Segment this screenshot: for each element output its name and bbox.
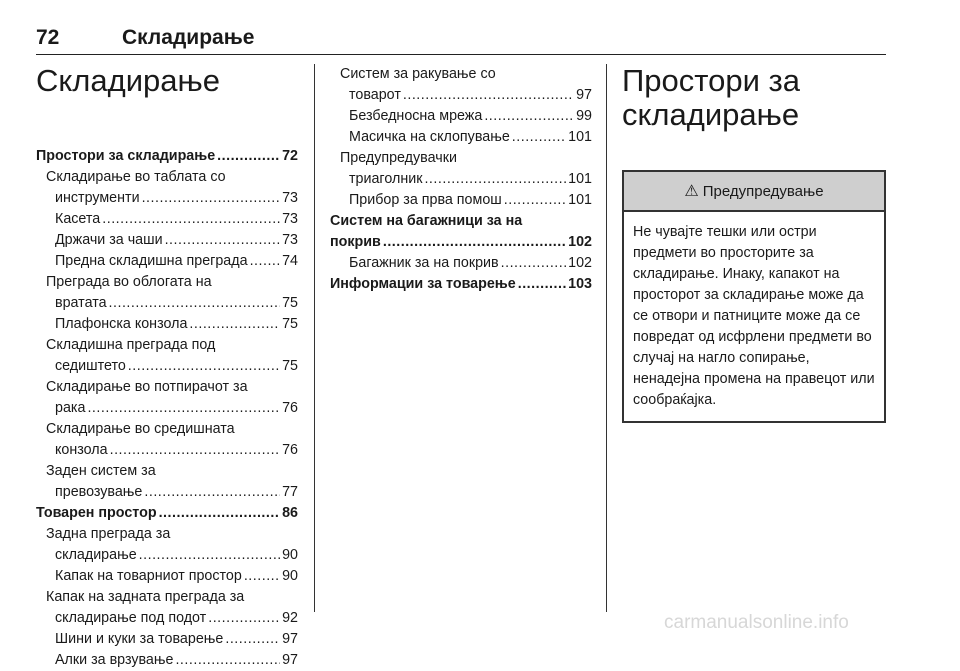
dot-leader bbox=[110, 440, 281, 461]
toc-entry-title-line1: Складирање во средишната bbox=[46, 421, 235, 437]
toc-page-number: 74 bbox=[282, 253, 298, 269]
toc-page-number: 73 bbox=[282, 211, 298, 227]
toc-section-entry[interactable] bbox=[36, 503, 298, 524]
dot-leader bbox=[250, 251, 281, 272]
toc-entry-title: Капак на товарниот простор bbox=[55, 568, 242, 584]
toc-entry-row bbox=[46, 398, 298, 419]
dot-leader bbox=[189, 314, 280, 335]
column-left bbox=[36, 64, 298, 671]
toc-entry-title-line1: Задна преграда за bbox=[46, 526, 171, 542]
toc-entry-title: триаголник bbox=[349, 171, 423, 187]
dot-leader bbox=[403, 85, 574, 106]
dot-leader bbox=[501, 253, 567, 274]
toc-entry-title: Алки за врзување bbox=[55, 652, 174, 668]
toc-entry[interactable] bbox=[36, 524, 298, 566]
dot-leader bbox=[139, 545, 280, 566]
toc-page-number: 75 bbox=[282, 316, 298, 332]
toc-page-number: 75 bbox=[282, 295, 298, 311]
toc-entry-row bbox=[46, 293, 298, 314]
dot-leader bbox=[518, 274, 566, 295]
toc-page-number: 101 bbox=[568, 171, 592, 187]
toc-entry[interactable] bbox=[36, 650, 298, 671]
toc-entry-title: товарот bbox=[349, 87, 401, 103]
toc-entry-row bbox=[46, 251, 298, 272]
toc-entry-title: Масичка на склопување bbox=[349, 129, 510, 145]
toc-page-number: 73 bbox=[282, 190, 298, 206]
toc-entry[interactable] bbox=[330, 148, 592, 190]
toc-entry-title: инструменти bbox=[55, 190, 140, 206]
toc-entry[interactable] bbox=[36, 272, 298, 314]
toc-entry[interactable] bbox=[36, 251, 298, 272]
toc-entry-title-line1: Преграда во облогата на bbox=[46, 274, 212, 290]
toc-entry[interactable] bbox=[36, 461, 298, 503]
toc-entry-title: Шини и куки за товарење bbox=[55, 631, 224, 647]
toc-entry-title: складирање bbox=[55, 547, 137, 563]
toc-entry-row bbox=[46, 608, 298, 629]
toc-entry[interactable] bbox=[330, 253, 592, 274]
toc-page-number: 97 bbox=[282, 631, 298, 647]
toc-entry[interactable] bbox=[36, 230, 298, 251]
toc-page-number: 86 bbox=[282, 505, 298, 521]
toc-section-entry[interactable] bbox=[330, 211, 592, 253]
toc-entry-title-line1: Систем за ракување со bbox=[340, 66, 496, 82]
toc-page-number: 77 bbox=[282, 484, 298, 500]
dot-leader bbox=[383, 232, 566, 253]
toc-section-entry[interactable] bbox=[330, 274, 592, 295]
column-divider bbox=[606, 64, 607, 612]
toc-entry[interactable] bbox=[36, 419, 298, 461]
toc-entry[interactable] bbox=[36, 167, 298, 209]
toc-entry-title: Прибор за прва помош bbox=[349, 192, 502, 208]
toc-entry-title: превозување bbox=[55, 484, 143, 500]
toc-entry[interactable] bbox=[36, 335, 298, 377]
toc-entry-title: Простори за складирање bbox=[36, 148, 216, 164]
toc-entry-row bbox=[330, 274, 592, 295]
toc-page-number: 99 bbox=[576, 108, 592, 124]
running-section-title: Складирање bbox=[122, 26, 255, 49]
toc-entry[interactable] bbox=[36, 209, 298, 230]
toc-entry-row bbox=[46, 482, 298, 503]
dot-leader bbox=[144, 482, 280, 503]
column-right bbox=[622, 64, 886, 423]
toc-entry-row bbox=[46, 209, 298, 230]
toc-entry-title: Касета bbox=[55, 211, 101, 227]
dot-leader bbox=[512, 127, 566, 148]
toc-entry-row bbox=[46, 356, 298, 377]
page-header bbox=[36, 24, 886, 55]
toc-entry-title: вратата bbox=[55, 295, 107, 311]
toc-entry-title: Информации за товарење bbox=[330, 276, 516, 292]
toc-entry[interactable] bbox=[36, 377, 298, 419]
toc-entry-title: Држачи за чаши bbox=[55, 232, 163, 248]
toc-page-number: 97 bbox=[282, 652, 298, 668]
toc-entry-title-line1: Складирање во таблата со bbox=[46, 169, 226, 185]
dot-leader bbox=[87, 398, 280, 419]
section-title-line1: Простори за bbox=[622, 63, 800, 98]
toc-page-number: 76 bbox=[282, 400, 298, 416]
toc-entry-row bbox=[46, 650, 298, 671]
toc-entry-row bbox=[330, 232, 592, 253]
dot-leader bbox=[142, 188, 281, 209]
toc-page-number: 101 bbox=[568, 129, 592, 145]
toc-entry-row bbox=[340, 253, 592, 274]
toc-page-number: 72 bbox=[282, 148, 298, 164]
dot-leader bbox=[159, 503, 281, 524]
toc-entry-title-line1: Систем на багажници за на bbox=[330, 213, 523, 229]
toc-entry-row bbox=[46, 629, 298, 650]
toc-entry-title: складирање под подот bbox=[55, 610, 207, 626]
toc-entry-row bbox=[340, 85, 592, 106]
page-number: 72 bbox=[36, 26, 60, 49]
toc-entry-row bbox=[340, 190, 592, 211]
toc-entry-row bbox=[46, 230, 298, 251]
toc-entry-row bbox=[46, 440, 298, 461]
toc-entry[interactable] bbox=[36, 566, 298, 587]
dot-leader bbox=[504, 190, 566, 211]
toc-entry-title: Плафонска конзола bbox=[55, 316, 188, 332]
toc-entry-row bbox=[36, 503, 298, 524]
table-of-contents bbox=[36, 146, 298, 671]
dot-leader bbox=[109, 293, 281, 314]
toc-entry-row bbox=[46, 314, 298, 335]
watermark: carmanualsonline.info bbox=[664, 612, 849, 633]
dot-leader bbox=[244, 566, 280, 587]
toc-page-number: 97 bbox=[576, 87, 592, 103]
dot-leader bbox=[217, 146, 280, 167]
toc-page-number: 102 bbox=[568, 234, 592, 250]
toc-entry[interactable] bbox=[36, 629, 298, 650]
toc-section-entry[interactable] bbox=[36, 146, 298, 167]
toc-entry[interactable] bbox=[36, 314, 298, 335]
toc-entry-title-line1: Предупредувачки bbox=[340, 150, 457, 166]
toc-entry-row bbox=[340, 127, 592, 148]
toc-page-number: 103 bbox=[568, 276, 592, 292]
toc-page-number: 92 bbox=[282, 610, 298, 626]
dot-leader bbox=[128, 356, 280, 377]
toc-entry-title-line1: Складирање во потпирачот за bbox=[46, 379, 248, 395]
toc-page-number: 76 bbox=[282, 442, 298, 458]
warning-title: Предупредување bbox=[702, 182, 824, 200]
toc-entry[interactable] bbox=[330, 106, 592, 127]
toc-entry-title-line1: Капак на задната преграда за bbox=[46, 589, 245, 605]
dot-leader bbox=[165, 230, 281, 251]
dot-leader bbox=[424, 169, 566, 190]
toc-page-number: 90 bbox=[282, 547, 298, 563]
toc-entry-title: Предна складишна преграда bbox=[55, 253, 248, 269]
warning-text: Не чувајте тешки или остри предмети во просторите за складирање. Инаку, капакот на просторот за складирање може да се отвори и патниците може да се повредат од исфрлени предмети во случај на нагло сопирање, ненадејна промена на правецот или сообраќајка. bbox=[633, 224, 875, 408]
toc-entry-title: рака bbox=[55, 400, 86, 416]
toc-entry-title: Товарен простор bbox=[36, 505, 157, 521]
toc-entry[interactable] bbox=[36, 587, 298, 629]
toc-entry-row bbox=[340, 169, 592, 190]
column-divider bbox=[314, 64, 315, 612]
toc-page-number: 75 bbox=[282, 358, 298, 374]
dot-leader bbox=[208, 608, 280, 629]
warning-triangle-icon: ⚠ bbox=[684, 183, 699, 200]
toc-entry-row bbox=[46, 566, 298, 587]
toc-entry-title: Багажник за на покрив bbox=[349, 255, 499, 271]
warning-header bbox=[624, 172, 884, 212]
section-title bbox=[622, 64, 886, 132]
table-of-contents-continued bbox=[330, 64, 592, 295]
toc-entry[interactable] bbox=[330, 127, 592, 148]
section-title-line2: складирање bbox=[622, 97, 800, 132]
dot-leader bbox=[225, 629, 280, 650]
toc-page-number: 90 bbox=[282, 568, 298, 584]
toc-entry-title: конзола bbox=[55, 442, 108, 458]
toc-entry-title: Безбедносна мрежа bbox=[349, 108, 483, 124]
toc-entry-row bbox=[46, 545, 298, 566]
toc-entry[interactable] bbox=[330, 64, 592, 106]
column-middle bbox=[330, 64, 592, 295]
toc-page-number: 101 bbox=[568, 192, 592, 208]
toc-entry-row bbox=[340, 106, 592, 127]
warning-box bbox=[622, 170, 886, 423]
toc-entry[interactable] bbox=[330, 190, 592, 211]
toc-entry-title: седиштето bbox=[55, 358, 126, 374]
dot-leader bbox=[102, 209, 280, 230]
toc-page-number: 73 bbox=[282, 232, 298, 248]
toc-entry-title-line1: Заден систем за bbox=[46, 463, 156, 479]
toc-entry-title: покрив bbox=[330, 234, 381, 250]
dot-leader bbox=[175, 650, 280, 671]
chapter-title: Складирање bbox=[36, 63, 220, 98]
dot-leader bbox=[484, 106, 574, 127]
toc-entry-row bbox=[36, 146, 298, 167]
toc-entry-row bbox=[46, 188, 298, 209]
toc-page-number: 102 bbox=[568, 255, 592, 271]
toc-entry-title-line1: Складишна преграда под bbox=[46, 337, 216, 353]
